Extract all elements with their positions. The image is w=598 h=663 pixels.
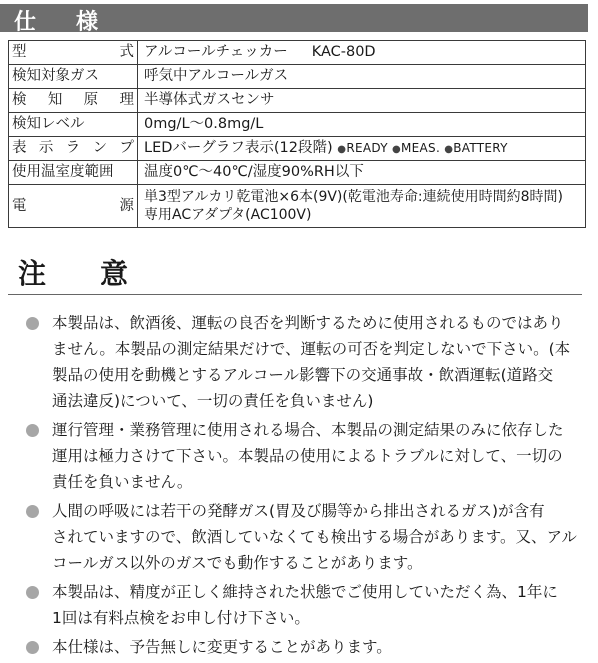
spec-label-model: 型 式 [9,41,138,65]
lamp-battery: BATTERY [453,140,508,155]
spec-section-header [0,4,588,35]
bullet-icon [26,641,39,654]
lamp-meas: MEAS. [401,140,441,155]
notice-divider [8,294,582,295]
spec-label-level: 検知レベル [9,113,138,137]
spec-row-lamp [9,137,586,161]
bullet-icon [26,424,39,437]
notice-item: 本製品は、精度が正しく維持された状態でご使用していただく為、1年に 1回は有料点検をお申し付け下さい。 [18,579,578,631]
spec-label-principle: 検 知 原 理 [9,89,138,113]
notice-item: 運行管理・業務管理に使用される場合、本製品の測定結果のみに依存した 運用は極力さけて下さい。本製品の使用によるトラブルに対して、一切の 責任を負いません。 [18,417,578,495]
spec-title: 仕様 [14,10,139,35]
spec-row-model [9,41,586,65]
spec-row-target-gas [9,65,586,89]
spec-value-lamp: LEDバーグラフ表示(12段階) ●READY ●MEAS. ●BATTERY [138,137,586,161]
spec-row-level [9,113,586,137]
lamp-dot-icon: ● [444,143,454,155]
notice-item: 本製品は、飲酒後、運転の良否を判断するために使用されるものではあり ません。本製品の測定結果だけで、運転の可否を判定しないで下さい。(本 製品の使用を動機とするアルコール影響下の交通事故・飲酒運転(道路交 通法違反)について、一切の責任を負いません) [18,310,578,414]
model-number: KAC-80D [311,44,376,60]
lamp-dot-icon: ● [337,143,347,155]
spec-label-power: 電 源 [9,185,138,228]
spec-row-power [9,185,586,228]
spec-value-power: 単3型アルカリ乾電池×6本(9V)(乾電池寿命:連続使用時間約8時間) 専用ACアダプタ(AC100V) [138,185,586,228]
notice-list [18,310,578,663]
spec-value-target-gas: 呼気中アルコールガス [138,65,586,89]
spec-value-level: 0mg/L～0.8mg/L [138,113,586,137]
bullet-icon [26,586,39,599]
notice-title: 注意 [18,257,183,290]
spec-value-principle: 半導体式ガスセンサ [138,89,586,113]
bullet-icon [26,317,39,330]
spec-label-target-gas: 検知対象ガス [9,65,138,89]
lamp-dot-icon: ● [391,143,402,155]
spec-label-lamp: 表 示 ラ ン プ [9,137,138,161]
notice-item: 本仕様は、予告無しに変更することがあります。 [18,634,578,660]
notice-item: 人間の呼吸には若干の発酵ガス(胃及び腸等から排出されるガス)が含有 されていますので、飲酒していなくても検出する場合があります。又、アル コールガス以外のガスでも動作することがあります。 [18,498,578,576]
lamp-ready: READY [346,140,388,155]
bullet-icon [26,505,39,518]
spec-value-model: アルコールチェッカー KAC-80D [138,41,586,65]
spec-table [8,40,586,228]
spec-label-temperature: 使用温室度範囲 [9,161,138,185]
spec-row-temperature [9,161,586,185]
spec-value-temperature: 温度0℃～40℃/湿度90%RH以下 [138,161,586,185]
spec-row-principle [9,89,586,113]
